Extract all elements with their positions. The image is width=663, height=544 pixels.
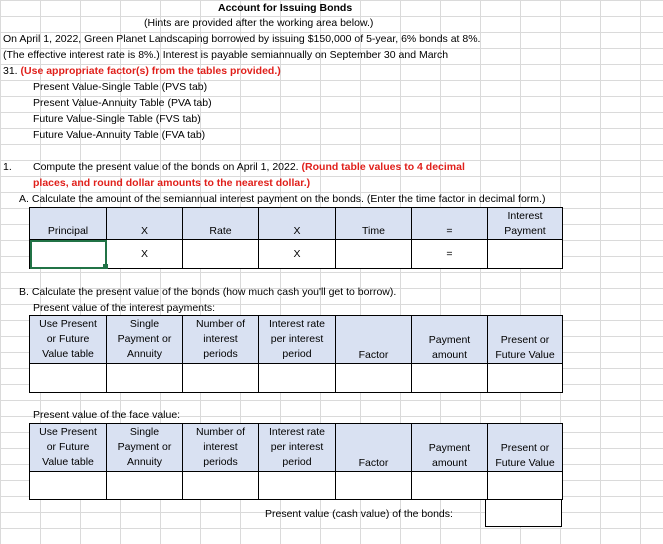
interest-factor-input[interactable] [336,364,412,393]
page-title: Account for Issuing Bonds [218,2,353,14]
principal-input[interactable] [30,240,107,269]
payment-amount-header: Payment amount [412,316,488,364]
table-link-fva[interactable]: Future Value-Annuity Table (FVA tab) [33,129,206,141]
interest-pv-table [29,315,563,393]
interest-rate-input[interactable] [259,364,336,393]
interest-pv-label: Present value of the interest payments: [33,302,216,314]
interest-single-annuity-input[interactable] [107,364,183,393]
face-pv-table [29,423,563,500]
face-factor-input[interactable] [336,472,412,500]
principal-header: Principal [30,208,107,240]
rate-per-period-header: Interest rate per interest period [259,424,336,472]
present-future-value-header: Present or Future Value [488,316,563,364]
problem-line-1: On April 1, 2022, Green Planet Landscaping borrowed by issuing $150,000 of 5-year, 6% bonds at 8%. [3,33,481,45]
multiply-sign-1: X [107,240,183,269]
table-link-pvs[interactable]: Present Value-Single Table (PVS tab) [33,81,208,93]
table-link-pva[interactable]: Present Value-Annuity Table (PVA tab) [33,97,212,109]
factor-header: Factor [336,316,412,364]
multiply-sign-2: X [259,240,336,269]
question-1-line-1 [33,159,465,175]
table-type-header: Use Present or Future Value table [30,316,107,364]
periods-header: Number of interest periods [183,424,259,472]
face-periods-input[interactable] [183,472,259,500]
single-annuity-header: Single Payment or Annuity [107,424,183,472]
equals-header: = [412,208,488,240]
face-table-type-input[interactable] [30,472,107,500]
face-payment-amount-input[interactable] [412,472,488,500]
rounding-instruction-1: (Round table values to 4 decimal [301,161,465,173]
problem-line-3-prefix: 31. [3,65,18,77]
face-pv-label: Present value of the face value: [33,409,181,421]
factor-header: Factor [336,424,412,472]
periods-header: Number of interest periods [183,316,259,364]
total-pv-label: Present value (cash value) of the bonds: [265,508,453,520]
present-future-value-header: Present or Future Value [488,424,563,472]
face-present-value-input[interactable] [488,472,563,500]
interest-payment-table [29,207,563,269]
interest-present-value-input[interactable] [488,364,563,393]
table-type-header: Use Present or Future Value table [30,424,107,472]
table-link-fvs[interactable]: Future Value-Single Table (FVS tab) [33,113,201,125]
rate-header: Rate [183,208,259,240]
face-rate-input[interactable] [259,472,336,500]
interest-payment-input[interactable] [488,240,563,269]
interest-table-type-input[interactable] [30,364,107,393]
part-a-instruction: A. Calculate the amount of the semiannual interest payment on the bonds. (Enter the time factor in decimal form.) [19,193,546,205]
interest-periods-input[interactable] [183,364,259,393]
multiply-header-2: X [259,208,336,240]
time-input[interactable] [336,240,412,269]
payment-amount-header: Payment amount [412,424,488,472]
interest-payment-amount-input[interactable] [412,364,488,393]
interest-payment-header: Interest Payment [488,208,563,240]
problem-line-3 [3,63,281,79]
equals-sign: = [412,240,488,269]
single-annuity-header: Single Payment or Annuity [107,316,183,364]
face-single-annuity-input[interactable] [107,472,183,500]
question-1-text: Compute the present value of the bonds on April 1, 2022. [33,161,299,173]
time-header: Time [336,208,412,240]
rate-input[interactable] [183,240,259,269]
factor-instruction: (Use appropriate factor(s) from the tables provided.) [20,65,281,77]
rounding-instruction-2: places, and round dollar amounts to the nearest dollar.) [33,177,311,189]
multiply-header-1: X [107,208,183,240]
rate-per-period-header: Interest rate per interest period [259,316,336,364]
question-number: 1. [3,161,12,173]
hint-note: (Hints are provided after the working area below.) [144,17,374,29]
total-pv-input[interactable] [485,499,562,527]
problem-line-2: (The effective interest rate is 8%.) Interest is payable semiannually on September 30 and March [3,49,449,61]
part-b-instruction: B. Calculate the present value of the bonds (how much cash you'll get to borrow). [19,286,397,298]
fill-handle[interactable] [103,264,108,269]
